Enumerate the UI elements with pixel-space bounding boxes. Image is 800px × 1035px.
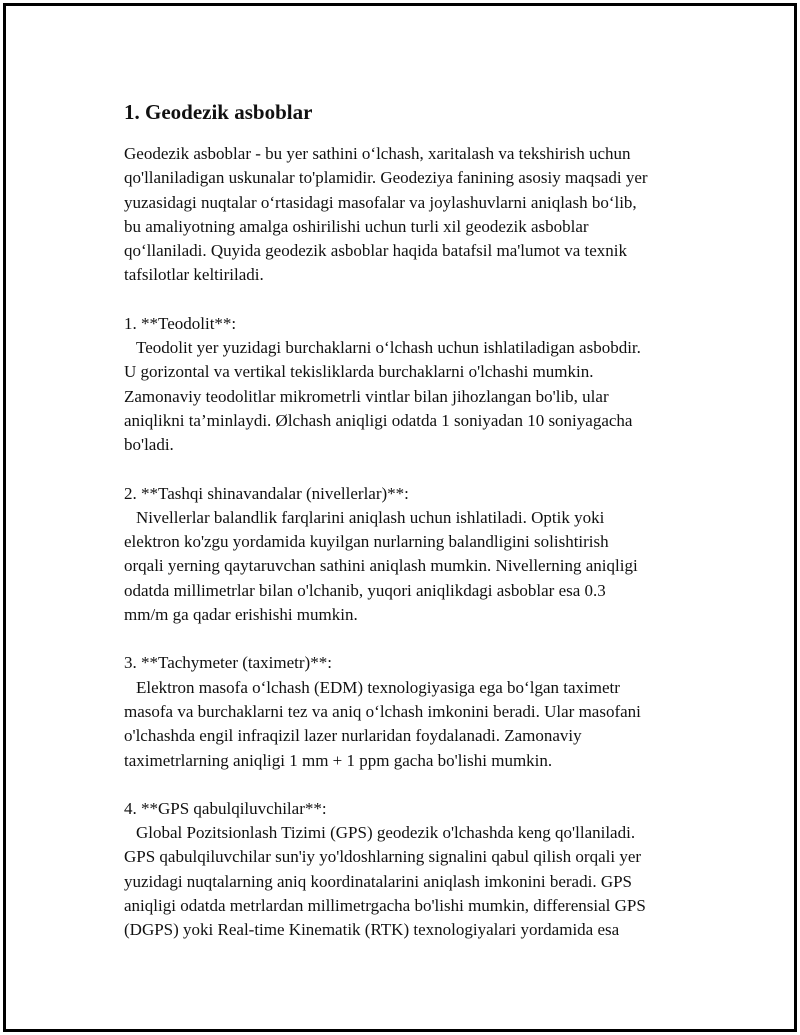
- section-body: Global Pozitsionlash Tizimi (GPS) geodezik o'lchashda keng qo'llaniladi. GPS qabulqiluvchilar sun'iy yo'ldoshlarning signalini qabul qilish orqali yer yuzidagi nuqtalarning aniq koordinatalarini aniqlash imkonini beradi. GPS aniqligi odatda metrlardan millimetrgacha bo'lishi mumkin, differensial GPS (DGPS) yoki Real-time Kinematik (RTK) texnologiyalari yordamida esa: [124, 823, 646, 940]
- document-title: 1. Geodezik asboblar: [124, 100, 313, 124]
- section-nivellerlar: [124, 482, 701, 628]
- section-body: Elektron masofa o‘lchash (EDM) texnologiyasiga ega bo‘lgan taximetr masofa va burchaklarni tez va aniq o‘lchash imkonini beradi. Ular masofani o'lchashda engil infraqizil lazer nurlaridan foydalanadi. Zamonaviy taximetrlarning aniqligi 1 mm + 1 ppm gacha bo'lishi mumkin.: [124, 677, 641, 770]
- section-gps: [124, 797, 701, 943]
- section-heading: 2. **Tashqi shinavandalar (nivellerlar)**:: [124, 483, 409, 503]
- section-body: Nivellerlar balandlik farqlarini aniqlash uchun ishlatiladi. Optik yoki elektron ko'zgu yordamida kuyilgan nurlarning balandligini solishtirish orqali yerning qaytaruvchan sathini aniqlash mumkin. Nivellerning aniqligi odatda millimetrlar bilan o'lchanib, yuqori aniqlikdagi asboblar esa 0.3 mm/m ga qadar erishishi mumkin.: [124, 507, 638, 625]
- intro-paragraph: Geodezik asboblar - bu yer sathini o‘lchash, xaritalash va tekshirish uchun qo'llaniladigan uskunalar to'plamidir. Geodeziya fanining asosiy maqsadi yer yuzasidagi nuqtalar o‘rtasidagi masofalar va joylashuvlarni aniqlash bo‘lib, bu amaliyotning amalga oshirilishi uchun turli xil geodezik asboblar qo‘llaniladi. Quyida geodezik asboblar haqida batafsil ma'lumot va texnik tafsilotlar keltiriladi.: [124, 144, 648, 285]
- section-heading: 1. **Teodolit**:: [124, 313, 237, 333]
- section-taximetr: [124, 651, 701, 772]
- section-body: Teodolit yer yuzidagi burchaklarni o‘lchash uchun ishlatiladigan asbobdir. U gorizontal va vertikal tekisliklarda burchaklarni o'lchashi mumkin. Zamonaviy teodolitlar mikrometrli vintlar bilan jihozlangan bo'lib, ular aniqlikni ta’minlaydi. Ølchash aniqligi odatda 1 soniyadan 10 soniyagacha bo'ladi.: [124, 338, 641, 455]
- section-teodolit: [124, 312, 701, 458]
- section-heading: 4. **GPS qabulqiluvchilar**:: [124, 798, 327, 818]
- document-body: [121, 98, 701, 967]
- section-heading: 3. **Tachymeter (taximetr)**:: [124, 653, 332, 673]
- page-frame: [3, 3, 797, 1032]
